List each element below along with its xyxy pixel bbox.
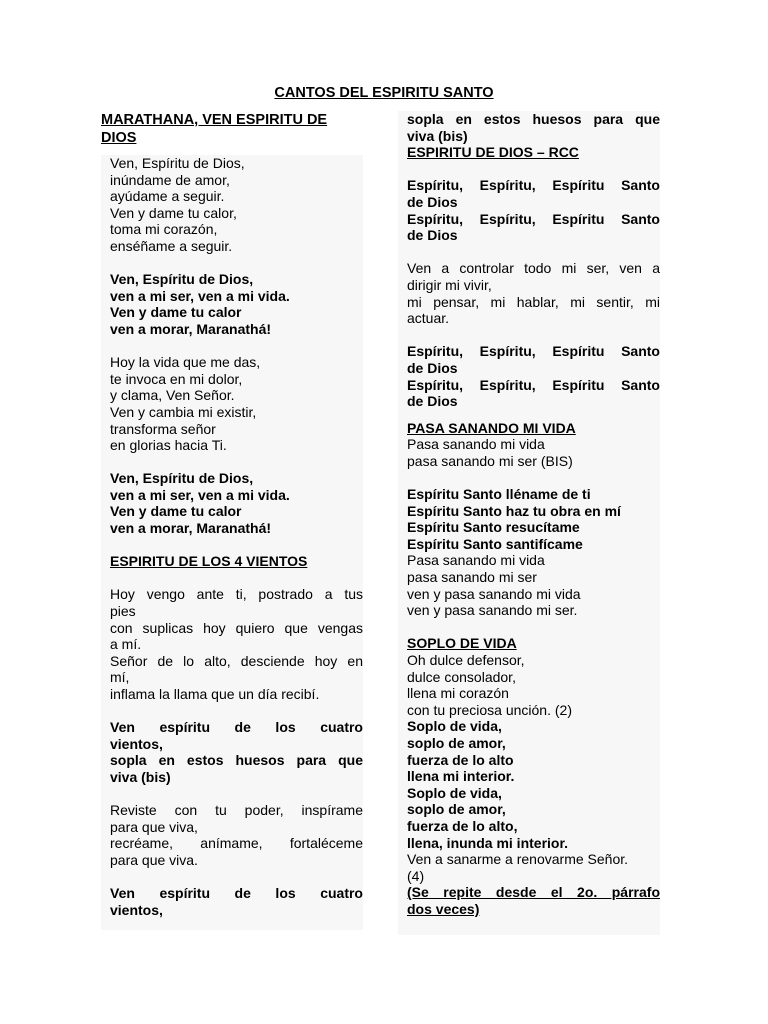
chorus — [407, 486, 660, 552]
lyric-line: Hoy vengo ante ti, postrado a tus — [110, 586, 363, 603]
song-title-pasa-sanando: PASA SANANDO MI VIDA — [407, 419, 576, 436]
lyric-line: mí, — [110, 669, 130, 686]
lyric-line: Soplo de vida, — [407, 718, 502, 735]
lyric-line: Espíritu, Espíritu, Espíritu Santo — [407, 210, 660, 227]
page-title: CANTOS DEL ESPIRITU SANTO — [274, 85, 494, 101]
lyric-line: (4) — [407, 867, 425, 884]
lyric-line: de Dios — [407, 359, 458, 376]
verse — [407, 552, 660, 618]
lyric-line: con suplicas hoy quiero que vengas — [110, 619, 363, 636]
lyric-line: Ven espíritu de los cuatro — [110, 885, 363, 902]
lyric-line: para que viva. — [110, 851, 198, 868]
repeat-note — [407, 884, 660, 917]
lyric-line: ven y pasa sanando mi vida — [407, 585, 581, 602]
lyric-line: Ven a sanarme a renovarme Señor. — [407, 851, 629, 868]
lyric-line: Soplo de vida, — [407, 784, 502, 801]
lyric-line: dirigir mi vivir, — [407, 276, 492, 293]
chorus — [110, 885, 363, 918]
lyric-line: ven a morar, Maranathá! — [110, 520, 272, 537]
right-column — [398, 111, 660, 935]
lyric-line: Espíritu, Espíritu, Espíritu Santo — [407, 343, 660, 360]
lyric-line: llena mi interior. — [407, 768, 515, 785]
lyric-line: recréame, anímame, fortaléceme — [110, 835, 363, 852]
song-title-marathana: MARATHANA, VEN ESPIRITU DE DIOS — [101, 112, 328, 146]
lyric-line: Espíritu Santo santifícame — [407, 535, 583, 552]
lyric-line: Señor de lo alto, desciende hoy en — [110, 652, 363, 669]
lyric-line: de Dios — [407, 227, 458, 244]
lyric-line: Ven, Espíritu de Dios, — [110, 155, 245, 171]
verse — [407, 851, 660, 884]
song-title-soplo-de-vida: SOPLO DE VIDA — [407, 635, 517, 652]
lyric-line: Pasa sanando mi vida — [407, 436, 545, 453]
lyric-line: mi pensar, mi hablar, mi sentir, mi — [407, 293, 660, 310]
lyric-line: viva (bis) — [407, 127, 468, 144]
lyric-line: ven y pasa sanando mi ser. — [407, 602, 578, 619]
lyric-line: Ven espíritu de los cuatro — [110, 719, 363, 736]
verse — [110, 802, 363, 868]
lyric-line: sopla en estos huesos para que — [110, 752, 363, 769]
lyric-line: viva (bis) — [110, 768, 171, 785]
lyric-line: transforma señor — [110, 420, 216, 437]
lyric-line: vientos, — [110, 735, 163, 752]
verse — [407, 260, 660, 326]
chorus — [407, 177, 660, 243]
lyric-line: ven a mi ser, ven a mi vida. — [110, 287, 290, 304]
lyric-line: fuerza de lo alto — [407, 751, 514, 768]
lyric-line: para que viva, — [110, 818, 198, 835]
lyric-line: con tu preciosa unción. (2) — [407, 701, 572, 718]
lyric-line: ven a mi ser, ven a mi vida. — [110, 486, 290, 503]
lyric-line: llena, inunda mi interior. — [407, 834, 569, 851]
lyric-line: enséñame a seguir. — [110, 237, 233, 254]
lyric-line: Ven y dame tu calor, — [110, 204, 237, 221]
lyric-line: soplo de amor, — [407, 801, 506, 818]
lyric-line: de Dios — [407, 393, 458, 410]
verse — [407, 652, 660, 718]
lyric-line: fuerza de lo alto, — [407, 817, 518, 834]
song-title-rcc: ESPIRITU DE DIOS – RCC — [407, 144, 579, 161]
lyric-line: inúndame de amor, — [110, 171, 230, 188]
lyric-line: a mí. — [110, 636, 142, 653]
lyric-line: Ven y dame tu calor — [110, 503, 242, 520]
lyric-line: Ven, Espíritu de Dios, — [110, 470, 254, 487]
lyric-line: de Dios — [407, 193, 458, 210]
lyric-line: ven a morar, Maranathá! — [110, 320, 272, 337]
lyric-line: vientos, — [110, 901, 163, 918]
lyric-line: toma mi corazón, — [110, 221, 218, 238]
lyric-line: te invoca en mi dolor, — [110, 370, 243, 387]
lyric-line: Espíritu Santo resucítame — [407, 519, 580, 536]
lyric-line: actuar. — [407, 310, 450, 327]
lyric-line: Ven a controlar todo mi ser, ven a — [407, 260, 660, 277]
lyric-line: Ven y cambia mi existir, — [110, 403, 257, 420]
lyric-line: pasa sanando mi ser — [407, 569, 537, 586]
lyric-line: sopla en estos huesos para que — [407, 111, 660, 127]
lyric-line: Espíritu, Espíritu, Espíritu Santo — [407, 376, 660, 393]
lyric-line: llena mi corazón — [407, 685, 509, 702]
lyric-line: Pasa sanando mi vida — [407, 552, 545, 569]
lyric-line: ayúdame a seguir. — [110, 188, 225, 205]
song-title-4-vientos: ESPIRITU DE LOS 4 VIENTOS — [110, 553, 308, 570]
lyric-line: Ven y dame tu calor — [110, 304, 242, 321]
lyric-line: Reviste con tu poder, inspírame — [110, 802, 363, 819]
lyric-line: Espíritu, Espíritu, Espíritu Santo — [407, 177, 660, 194]
lyric-line: dos veces) — [407, 900, 480, 917]
chorus — [110, 271, 363, 337]
chorus — [407, 718, 660, 851]
lyric-line: Espíritu Santo haz tu obra en mí — [407, 502, 621, 519]
lyric-line: Espíritu Santo lléname de ti — [407, 486, 591, 503]
lyric-line: dulce consolador, — [407, 668, 516, 685]
verse — [110, 586, 363, 702]
chorus-continued — [407, 111, 660, 144]
lyric-line: (Se repite desde el 2o. párrafo — [407, 884, 660, 901]
chorus — [110, 470, 363, 536]
verse — [110, 155, 363, 255]
lyric-line: pies — [110, 603, 136, 620]
lyric-line: y clama, Ven Señor. — [110, 387, 235, 404]
lyric-line: soplo de amor, — [407, 734, 506, 751]
chorus — [407, 343, 660, 409]
verse — [110, 354, 363, 454]
lyric-line: Ven, Espíritu de Dios, — [110, 271, 254, 288]
lyric-line: Oh dulce defensor, — [407, 652, 525, 668]
lyric-line: inflama la llama que un día recibí. — [110, 686, 320, 702]
lyric-line: pasa sanando mi ser (BIS) — [407, 452, 573, 469]
verse — [407, 436, 660, 469]
lyric-line: en glorias hacia Ti. — [110, 437, 227, 454]
lyric-line: Hoy la vida que me das, — [110, 354, 261, 371]
left-column — [101, 155, 363, 930]
chorus — [110, 719, 363, 785]
